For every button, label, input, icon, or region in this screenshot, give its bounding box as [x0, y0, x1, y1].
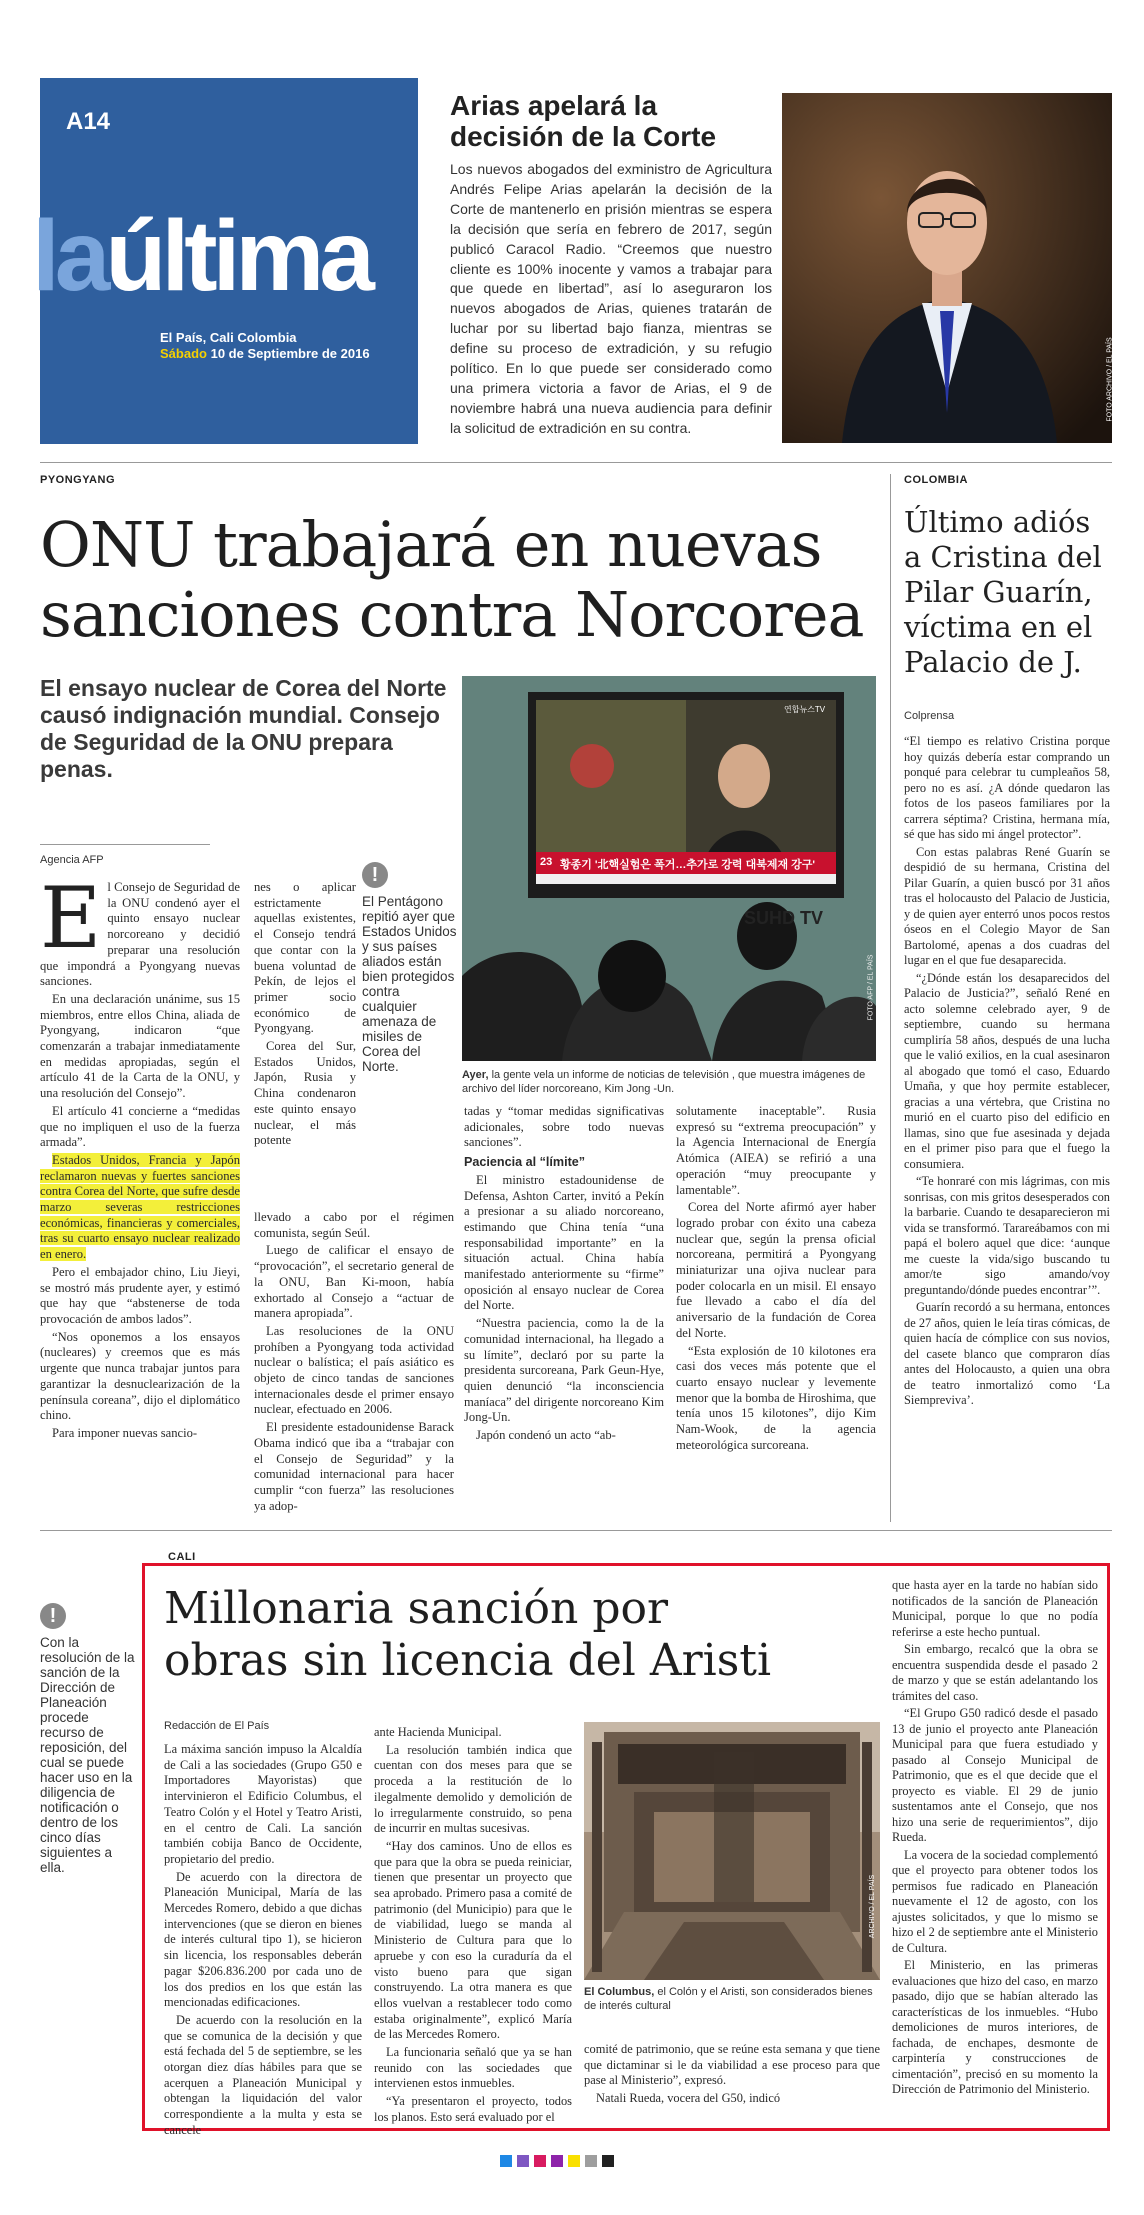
- aristi-c2-p5: “Ya presentaron el proyecto, todos los planos. Esto será evaluado por el: [374, 2094, 572, 2124]
- aristi-caption-lead: El Columbus,: [584, 1986, 655, 1998]
- masthead-block: [32, 78, 418, 444]
- onu-column-2: [254, 880, 356, 1151]
- onu-c2-p1: nes o aplicar estrictamente aquellas existentes, el Consejo tendrá que contar con la buena voluntad de Pekín, de lejos el primer socio económico de Pyongyang.: [254, 880, 356, 1036]
- aristi-c4-p3: “El Grupo G50 radicó desde el pasado 13 de junio el proyecto ante Planeación Municipal para que fuera estudiado y pasado al Consejo Municipal de Patrimonio, que es el que decide que el proyecto es viable. El 29 de junio sustentamos ante el Consejo, que nos hizo una serie de requerimientos”, dijo Rueda.: [892, 1706, 1098, 1844]
- onu-c3-subhead: Paciencia al “límite”: [464, 1155, 586, 1170]
- arias-headline-line2: decisión de la Corte: [450, 121, 717, 152]
- aristi-byline: Redacción de El País: [164, 1720, 270, 1732]
- cristina-headline: Último adiós a Cristina del Pilar Guarín, víctima en el Palacio de J.: [904, 505, 1102, 679]
- byline-rule: [40, 844, 210, 845]
- onu-section-label: PYONGYANG: [40, 474, 116, 486]
- aristi-c1-p3: De acuerdo con la resolución en la que se comunica de la decisión y que está fechada del 5 de septiembre, se les otorgan diez días hábiles para que se acerquen a Planeación Municipal y obtengan la liquidación del valor correspondiente a la multa y esta se cancele: [164, 2012, 362, 2137]
- brand-word: última: [105, 200, 370, 312]
- onu-c3-p2: El ministro estadounidense de Defensa, Ashton Carter, invitó a Pekín a presionar a su aliado norcoreano, estimando que China tenía “una responsabilidad importante” en la situación actual. China había manifestado anteriormente su “firme” oposición al ensayo nuclear de Corea del Norte.: [464, 1172, 664, 1313]
- cristina-p4: “Te honraré con mis lágrimas, con mis sonrisas, con mis gritos desesperados con la barbarie. Cuando te desaparecieron mi vida se transformó. Tarareábamos con mi papá el bolero aquel que dice: ‘aunque me cueste la vida/sigo buscando tu amor/te sigo amando/voy preguntando/dónde puedes encontrar’”.: [904, 1174, 1110, 1297]
- onu-c1-highlight: Estados Unidos, Francia y Japón reclamaron nuevas y fuertes sanciones contra Corea del Norte, que sufre desde marzo severas restricciones económicas, financieras y comerciales, tras su cuarto ensayo nuclear realizado en enero.: [40, 1152, 240, 1262]
- cristina-byline: Colprensa: [904, 710, 955, 722]
- aristi-photo-credit: ARCHIVO / EL PAÍS: [868, 1874, 876, 1939]
- color-swatch: [585, 2155, 597, 2167]
- tv-ticker-number: 23: [540, 856, 553, 868]
- aristi-c4-p5: El Ministerio, en las primeras evaluaciones que hizo del caso, en marzo pasado, dijo que se habían alterado las características de los inmuebles. “Hubo demoliciones de muros interiores, de fachada, de enchapes, desmonte de carpintería y construcciones de cimentación”, precisó en su momento la Dirección de Patrimonio del Ministerio.: [892, 1958, 1098, 2096]
- onu-c2-p6: El presidente estadounidense Barack Obama indicó que iba a “trabajar con el Consejo de Seguridad” y la comunidad internacional para hacer cumplir “con fuerza” las resoluciones ya adop-: [254, 1420, 454, 1513]
- page-number: A14: [66, 108, 111, 135]
- alert-icon: !: [40, 1603, 66, 1629]
- aristi-c3-p1: comité de patrimonio, que se reúne esta semana y que tiene que dictaminar si le da viabilidad a ese proceso para que pase al Ministerio”, expresó.: [584, 2042, 880, 2088]
- aristi-c4-p4: La vocera de la sociedad complementó que el proyecto para obtener todos los permisos fue radicado en Planeación nuevamente el 12 de agosto, con los ajustes solicitados, y que lo mismo se hizo el 2 de septiembre ante el Ministerio de Cultura.: [892, 1847, 1098, 1955]
- onu-c2-p5: Las resoluciones de la ONU prohíben a Pyongyang toda actividad nuclear o balística; el país asiático es objeto de cinco tandas de sanciones internacionales desde el primer ensayo nuclear, efectuado en 2006.: [254, 1323, 454, 1417]
- onu-c3-p1: tadas y “tomar medidas significativas adicionales, sobre todo nuevas sanciones”.: [464, 1104, 664, 1150]
- onu-c1-p7: Para imponer nuevas sancio-: [52, 1425, 198, 1440]
- onu-column-4: [676, 1104, 876, 1455]
- arias-headline-line1: Arias apelará la: [450, 90, 658, 121]
- aristi-c2-p1: ante Hacienda Municipal.: [374, 1725, 502, 1739]
- arias-photo: [782, 93, 1112, 443]
- aristi-c3-p2: Natali Rueda, vocera del G50, indicó: [596, 2091, 781, 2106]
- onu-headline-line1: ONU trabajará en nuevas: [40, 508, 822, 581]
- divider: [40, 462, 1112, 463]
- onu-c1-p5: Pero el embajador chino, Liu Jieyi, se mostró más prudente ayer, y estimó que hay que “abstenerse de toda provocación de ambos lados”.: [40, 1264, 240, 1326]
- onu-photo: [462, 676, 876, 1061]
- aristi-photo: [584, 1722, 880, 1980]
- date-day: Sábado: [160, 346, 207, 361]
- onu-c4-p1: solutamente inaceptable”. Rusia expresó su “extrema preocupación” y la Agencia Internacional de Energía Atómica (AIEA) se refirió a una operación “muy preocupante y lamentable”.: [676, 1104, 876, 1197]
- onu-c2-p2: Corea del Sur, Estados Unidos, Japón, Rusia y China condenaron este quinto ensayo nuclear, el más potente: [254, 1039, 356, 1148]
- cristina-p5: Guarín recordó a su hermana, entonces de 27 años, quien le leía tiras cómicas, de quien hacía de cómplice con sus novios, del casete blanco que compraron días antes del Holocausto, a quien una obra de teatro inmortalizó como ‘La Siempreviva’.: [904, 1300, 1110, 1407]
- aristi-headline-line1: Millonaria sanción por: [164, 1583, 669, 1634]
- color-swatch: [551, 2155, 563, 2167]
- aristi-caption-text: el Colón y el Aristi, son considerados bienes de interés cultural: [584, 1986, 873, 2012]
- aristi-section-label: CALI: [164, 1551, 200, 1563]
- onu-c1-p3: El artículo 41 concierne a “medidas que no impliquen el uso de la fuerza armada”.: [40, 1103, 240, 1150]
- onu-alert-text: El Pentágono repitió ayer que Estados Unidos y sus países aliados están bien protegidos contra cualquier amenaza de misiles de Corea del Norte.: [362, 894, 457, 1074]
- onu-caption-text: la gente vela un informe de noticias de televisión , que muestra imágenes de archivo del líder norcoreano, Kim Jong -Un.: [462, 1069, 866, 1095]
- aristi-photo-caption: [584, 1985, 880, 2013]
- issue-date: [160, 346, 370, 361]
- date-rest: 10 de Septiembre de 2016: [210, 346, 370, 361]
- arias-body: Los nuevos abogados del exministro de Agricultura Andrés Felipe Arias apelarán la decisión de la Corte de mantenerlo en prisión mientras se espera la decisión que sería en febrero de 2017, según publicó Caracol Radio. “Creemos que nuestro cliente es 100% inocente y vamos a trabajar para que quede en libertad”, así lo aseguraron los nuevos abogados de Arias, quienes tratarán de luchar por su libertad bajo fianza, mientras se define su proceso de extradición, y su refugio político. En lo que puede ser considerado como una primera victoria a favor de Arias, el 9 de noviembre habrá una nueva audiencia para definir la solicitud de extradición en su contra.: [450, 161, 772, 436]
- onu-headline: [40, 510, 900, 650]
- color-registration-bar: [500, 2155, 614, 2167]
- color-swatch: [500, 2155, 512, 2167]
- onu-c3-p4: Japón condenó un acto “ab-: [476, 1428, 616, 1443]
- onu-c2-p4: Luego de calificar el ensayo de “provocación”, el secretario general de la ONU, Ban Ki-moon, había exhortado al Consejo a “actuar de manera apropiada”.: [254, 1243, 454, 1321]
- onu-c2-p3: llevado a cabo por el régimen comunista, según Seúl.: [254, 1210, 454, 1240]
- tv-channel-logo: 연합뉴스TV: [784, 705, 826, 714]
- aristi-alert-text: Con la resolución de la sanción de la Dirección de Planeación procede recurso de reposición, del cual se puede hacer uso en la diligencia de notificación o dentro de los cinco días siguientes a ella.: [40, 1635, 135, 1875]
- color-swatch: [602, 2155, 614, 2167]
- onu-byline: Agencia AFP: [40, 854, 104, 866]
- color-swatch: [568, 2155, 580, 2167]
- onu-deck: El ensayo nuclear de Corea del Norte causó indignación mundial. Consejo de Seguridad de la ONU prepara penas.: [40, 675, 447, 782]
- onu-alert: [362, 862, 458, 1074]
- aristi-c1-p2: De acuerdo con la directora de Planeación Municipal, María de las Mercedes Romero, debido a que dichas intervenciones (que se dieron en bienes de interés cultural tipo 1), se hicieron sin licencia, los responsables deberán pagar $206.836.200 por cada uno de los dos predios en los que están las mencionadas edificaciones.: [164, 1869, 362, 2010]
- onu-headline-line2: sanciones contra Norcorea: [40, 578, 864, 651]
- cristina-p2: Con estas palabras René Guarín se despidió de su hermana, Cristina del Pilar Guarín, a quien buscó por 31 años tras el holocausto del Palacio de Justicia, y de quien ayer enterró unos pocos restos óseos en el Colegio Mayor de San Bartolomé, apenas a dos cuadras del lugar en el que fue desaparecida.: [904, 844, 1110, 967]
- onu-caption-lead: Ayer,: [462, 1069, 489, 1081]
- cristina-body: [904, 734, 1110, 1411]
- color-swatch: [534, 2155, 546, 2167]
- onu-photo-credit: FOTO AFP / EL PAÍS: [867, 954, 875, 1021]
- tv-brand: SUHD TV: [744, 908, 824, 928]
- tv-ticker: 황종기 '北핵실험은 폭거…추가로 강력 대북제재 강구': [560, 859, 816, 871]
- onu-c1-p2: En una declaración unánime, sus 15 miembros, entre ellos China, aliada de Pyongyang, indicaron “que comenzarán a trabajar inmediatamente en medidas apropiadas, según el artículo 41 de la Carta de la ONU, y una resolución del Consejo”.: [40, 991, 240, 1101]
- onu-column-1: [40, 869, 240, 1444]
- color-swatch: [517, 2155, 529, 2167]
- onu-c4-p3: “Esta explosión de 10 kilotones era casi dos veces más potente que el cuarto ensayo nuclear y levemente menor que la bomba de Hiroshima, que tenía unos 15 kilotones”, dijo Kim Nam-Wook, de la agencia meteorológica surcoreana.: [676, 1343, 876, 1452]
- cristina-section-label: COLOMBIA: [904, 474, 968, 486]
- arias-headline: [450, 90, 780, 152]
- onu-column-3: [464, 1104, 664, 1446]
- aristi-column-4: [892, 1578, 1098, 2100]
- divider: [40, 1530, 1112, 1531]
- aristi-column-3: [584, 2042, 880, 2109]
- columbus-building-image: [584, 1722, 880, 1980]
- onu-column-2b: [254, 1210, 454, 1516]
- aristi-c4-p1: que hasta ayer en la tarde no habían sido notificados de la sanción de Planeación Municipal, porque lo que no podía referirse a este hecho puntual.: [892, 1578, 1098, 1639]
- column-divider: [890, 474, 891, 1522]
- alert-icon: !: [362, 862, 388, 888]
- arias-photo-credit: FOTO ARCHIVO / EL PAÍS: [1106, 337, 1114, 422]
- paper-name: El País, Cali Colombia: [160, 330, 297, 345]
- cristina-p3: “¿Dónde están los desaparecidos del Palacio de Justicia?”, señaló René en acto solemne celebrado ayer, 9 de septiembre, cuando su hermana cumpliría 58 años, después de una lucha que le valió exilios, en la cual asesinaron al abogado que tomó el caso, Eduardo Umaña, y que hoy permite establecer, gracias a una vértebra, que Cristina no murió en el cuarto piso del edificio en llamas, sino que fue asesinada y dejada en el primer piso para que el fuego la consumiera.: [904, 970, 1110, 1171]
- aristi-alert: [40, 1603, 135, 1875]
- aristi-headline-line2: obras sin licencia del Aristi: [164, 1635, 772, 1686]
- section-brand: [32, 200, 370, 312]
- onu-photo-caption: [462, 1068, 872, 1096]
- dropcap: E: [40, 869, 102, 967]
- onu-c1-highlight-para: [40, 1153, 240, 1263]
- aristi-column-2: [374, 1725, 572, 2128]
- onu-c3-p3: “Nuestra paciencia, como la de la comunidad internacional, ha llegado a su límite”, declaró por su parte la presidenta surcoreana, Park Geun-Hye, quien denunció “la inconsciencia maníaca” del dirigente norcoreano Kim Jong-Un.: [464, 1316, 664, 1425]
- cristina-p1: “El tiempo es relativo Cristina porque hoy quizás debería estar comprando un ponqué para celebrar tu cumpleaños 58, pero no es así. ¿A dónde quedaron las fotos de los paseos familiares por la carrera séptima? Cristina, hermana mía, sé que has sido mi ángel protector”.: [904, 734, 1110, 841]
- aristi-c4-p2: Sin embargo, recalcó que la obra se encuentra suspendida desde el pasado 2 de marzo y que se están adelantando los trámites del caso.: [892, 1642, 1098, 1703]
- aristi-c2-p3: “Hay dos caminos. Uno de ellos es que para que la obra se pueda reiniciar, tienen que presentar un proyecto que sea aprobado. Primero pasa a comité de patrimonio (del Municipio) para que le de viabilidad, luego se manda al Ministerio de Cultura para que lo apruebe y con eso la curaduría da el visto bueno para que sigan construyendo. La otra manera es que ellos vuelvan a restablecer todo como estaba originalmente”, explicó María de las Mercedes Romero.: [374, 1838, 572, 2042]
- aristi-c2-p2: La resolución también indica que cuentan con dos meses para que se proceda a la restitución de lo ilegalmente demolido y demolición de lo irregularmente construido, so pena de incurrir en multas sucesivas.: [374, 1742, 572, 1836]
- aristi-c1-p1: La máxima sanción impuso la Alcaldía de Cali a las sociedades (Grupo G50 e Importadores Mayoristas) que intervinieron el Edificio Columbus, el Teatro Colón y el Hotel y Teatro Aristi, en el centro de Cali. La sanción también cobija Banco de Occidente, propietario del predio.: [164, 1742, 362, 1866]
- onu-c1-p1: l Consejo de Seguridad de la ONU condenó ayer el quinto ensayo nuclear norcoreano y decidió preparar una resolución que impondrá a Pyongyang nuevas sanciones.: [40, 880, 240, 989]
- aristi-column-1: [164, 1742, 362, 2141]
- onu-c4-p2: Corea del Norte afirmó ayer haber logrado probar con éxito una cabeza nuclear que, según la prensa oficial norcoreana, permitirá a Pyongyang miniaturizar una ojiva nuclear para poder colocarla en un misil. El ensayo fue llevado a cabo el día del aniversario de la fundación de Corea del Norte.: [676, 1200, 876, 1340]
- aristi-c2-p4: La funcionaria señaló que ya se han reunido con las sociedades que intervienen estos inmuebles.: [374, 2045, 572, 2091]
- brand-prefix: la: [32, 200, 106, 312]
- onu-c1-p6: “Nos oponemos a los ensayos (nucleares) y creemos que es más urgente que nunca trabajar juntos para garantizar la desnuclearización de la península coreana”, dijo el diplomático chino.: [40, 1329, 240, 1423]
- arias-portrait-image: [782, 93, 1112, 443]
- aristi-headline: [164, 1583, 864, 1687]
